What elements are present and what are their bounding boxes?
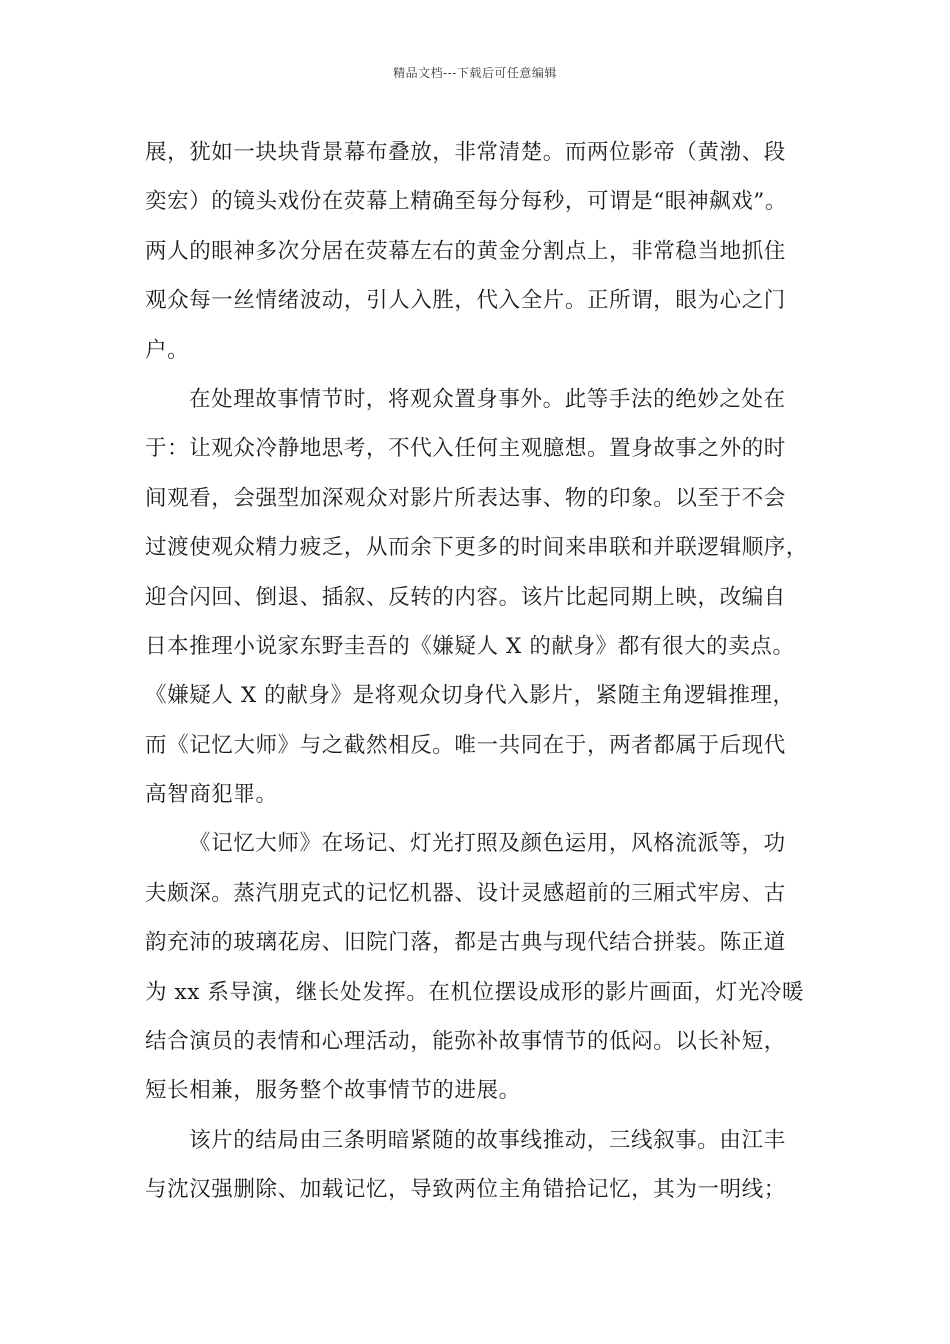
text-line: 为 xx 系导演，继长处发挥。在机位摆设成形的影片画面，灯光冷暖 xyxy=(145,979,805,1005)
text-line: 于：让观众冷静地思考，不代入任何主观臆想。置身故事之外的时 xyxy=(145,436,786,462)
text-line: 该片的结局由三条明暗紧随的故事线推动，三线叙事。由江丰 xyxy=(189,1127,786,1153)
text-line: 而《记忆大师》与之截然相反。唯一共同在于，两者都属于后现代 xyxy=(145,732,786,758)
text-line: 韵充沛的玻璃花房、旧院门落，都是古典与现代结合拼装。陈正道 xyxy=(145,930,786,956)
text-line: 两人的眼神多次分居在荧幕左右的黄金分割点上，非常稳当地抓住 xyxy=(145,238,786,264)
text-line: 户。 xyxy=(145,337,190,363)
page-header: 精品文档---下载后可任意编辑 xyxy=(393,66,557,80)
text-line: 夫颇深。蒸汽朋克式的记忆机器、设计灵感超前的三厢式牢房、古 xyxy=(145,880,786,906)
text-line: 高智商犯罪。 xyxy=(145,782,278,808)
text-line: 短长相兼，服务整个故事情节的进展。 xyxy=(145,1078,521,1104)
text-line: 奕宏）的镜头戏份在荧幕上精确至每分每秒，可谓是“眼神飙戏”。 xyxy=(145,189,787,215)
text-line: 日本推理小说家东野圭吾的《嫌疑人 X 的献身》都有很大的卖点。 xyxy=(145,633,795,659)
text-line: 《嫌疑人 X 的献身》是将观众切身代入影片，紧随主角逻辑推理， xyxy=(145,683,795,709)
document-body xyxy=(145,128,810,1215)
text-line: 展，犹如一块块背景幕布叠放，非常清楚。而两位影帝（黄渤、段 xyxy=(145,140,786,165)
text-line: 《记忆大师》在场记、灯光打照及颜色运用，风格流派等，功 xyxy=(189,831,786,857)
text-line: 间观看，会强型加深观众对影片所表达事、物的印象。以至于不会 xyxy=(145,485,786,511)
text-line: 迎合闪回、倒退、插叙、反转的内容。该片比起同期上映，改编自 xyxy=(145,584,786,610)
text-line: 结合演员的表情和心理活动，能弥补故事情节的低闷。以长补短， xyxy=(145,1029,786,1055)
text-line: 在处理故事情节时，将观众置身事外。此等手法的绝妙之处在 xyxy=(189,386,786,412)
text-line: 观众每一丝情绪波动，引人入胜，代入全片。正所谓，眼为心之门 xyxy=(145,288,786,314)
text-line: 与沈汉强删除、加载记忆，导致两位主角错拾记忆，其为一明线； xyxy=(145,1177,786,1203)
text-line: 过渡使观众精力疲乏，从而余下更多的时间来串联和并联逻辑顺序， xyxy=(145,535,809,561)
